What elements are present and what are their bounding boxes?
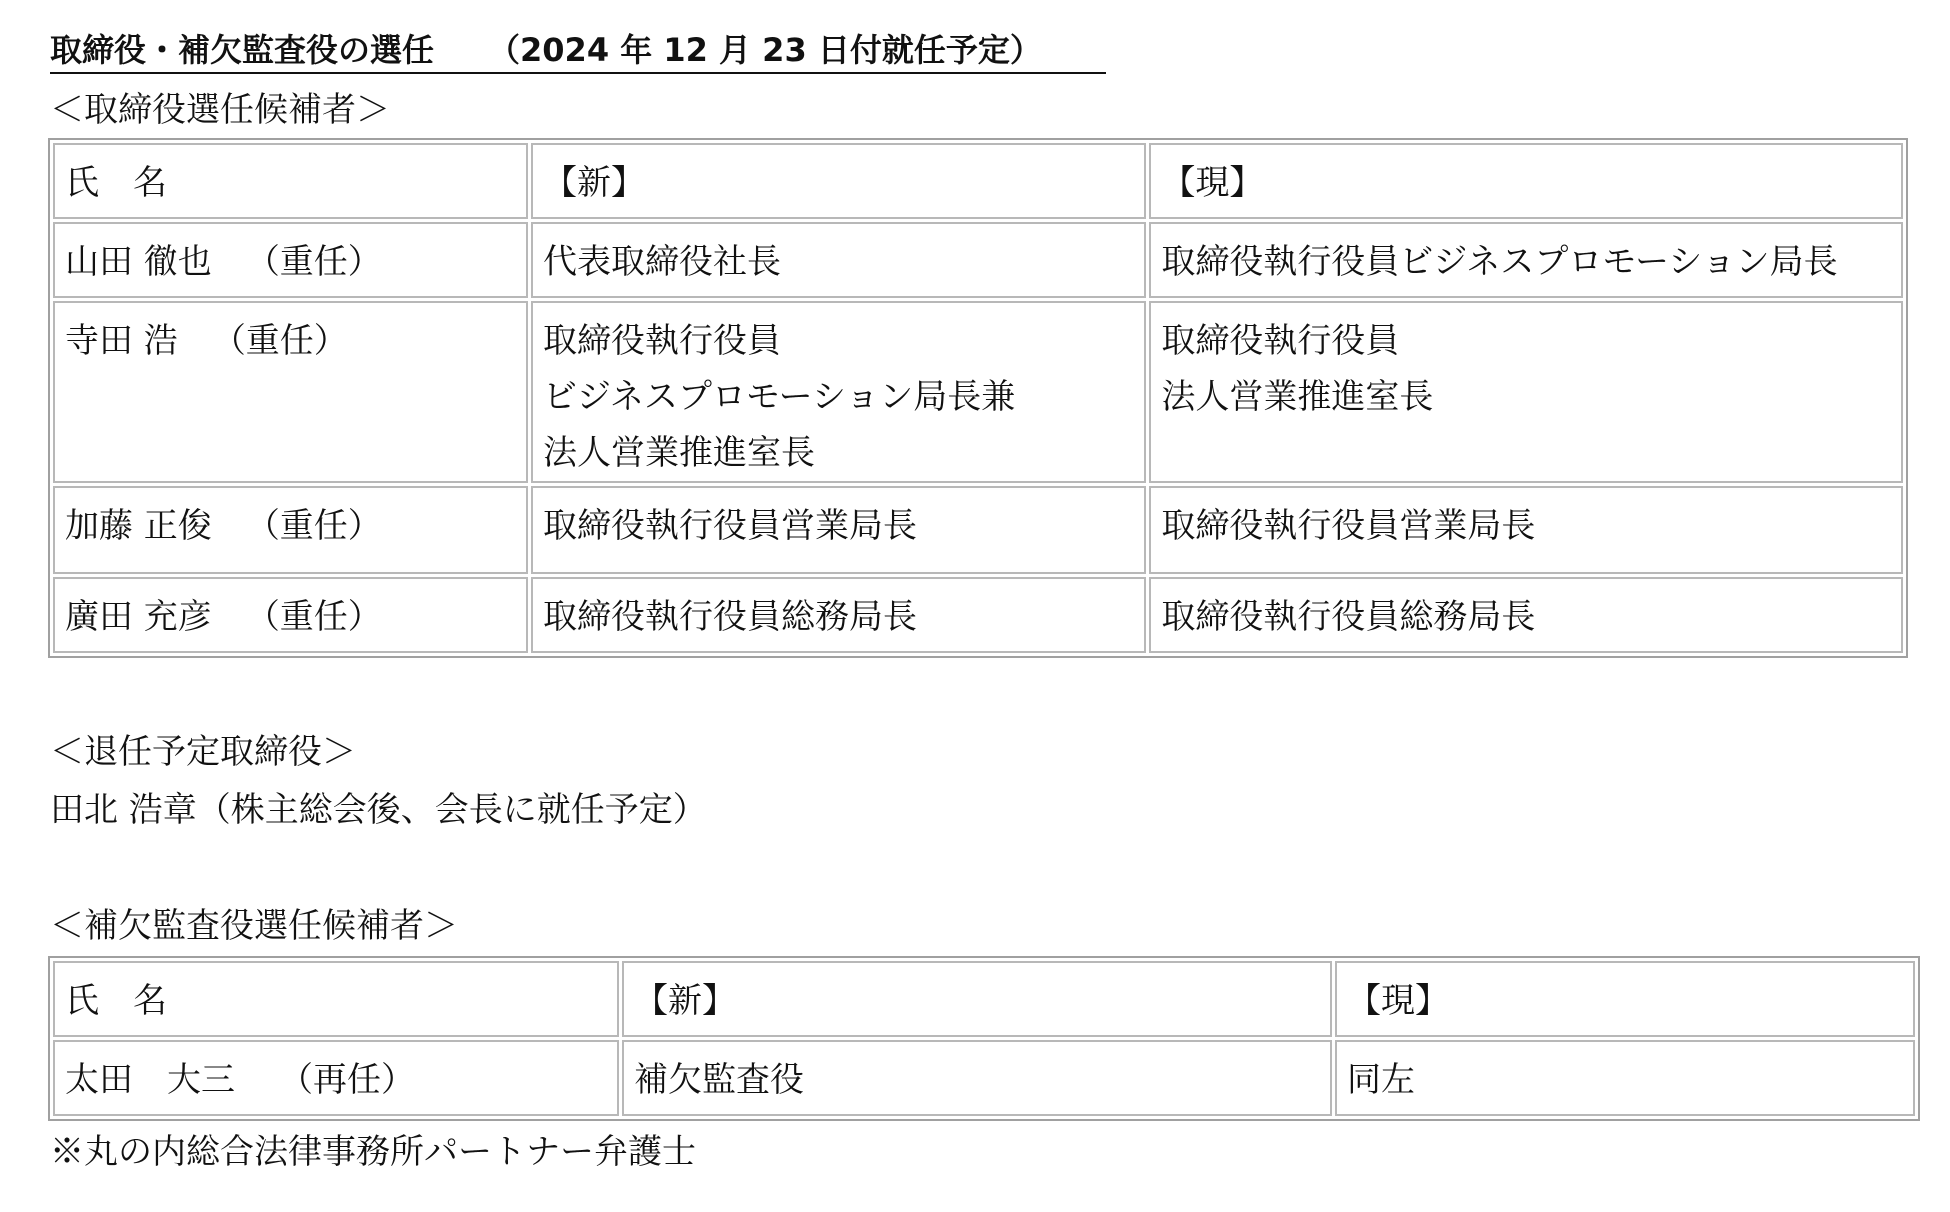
current-position-cell [1149, 486, 1903, 574]
candidate-name-cell [53, 1040, 619, 1116]
directors-heading: ＜取締役選任候補者＞ [50, 90, 390, 130]
auditors-table [48, 956, 1920, 1121]
new-position-cell [622, 1040, 1332, 1116]
new-position-line: 取締役執行役員営業局長 [543, 506, 918, 546]
page-title [50, 28, 1106, 74]
page-title-date: （2024 年 12 月 23 日付就任予定） [488, 31, 1042, 69]
new-position-line: 法人営業推進室長 [543, 433, 816, 473]
candidate-name: 太田 大三 [65, 1060, 235, 1100]
current-position-line: 取締役執行役員総務局長 [1161, 597, 1536, 637]
new-position-cell [531, 222, 1146, 298]
table-row [53, 577, 1903, 653]
new-position-line: 補欠監査役 [634, 1060, 804, 1100]
candidate-status: （重任） [245, 506, 382, 546]
column-header-new: 【新】 [622, 961, 1332, 1037]
candidate-name-cell [53, 577, 528, 653]
table-row [53, 486, 1903, 574]
candidate-name: 山田 徹也 [65, 242, 212, 282]
retiring-director: 田北 浩章（株主総会後、会長に就任予定） [50, 790, 707, 830]
current-position-cell [1149, 577, 1903, 653]
candidate-name: 寺田 浩 [65, 321, 178, 361]
column-header-new: 【新】 [531, 143, 1146, 219]
current-position-cell [1149, 301, 1903, 483]
candidate-status: （重任） [245, 242, 382, 282]
current-position-cell [1335, 1040, 1915, 1116]
new-position-line: 代表取締役社長 [543, 242, 782, 282]
new-position-cell [531, 577, 1146, 653]
candidate-name: 廣田 充彦 [65, 597, 212, 637]
new-position-line: ビジネスプロモーション局長兼 [543, 377, 1016, 417]
candidate-name-cell [53, 301, 528, 483]
new-position-line: 取締役執行役員 [543, 321, 782, 361]
current-position-cell [1149, 222, 1903, 298]
candidate-status: （再任） [279, 1060, 415, 1100]
auditors-heading: ＜補欠監査役選任候補者＞ [50, 906, 458, 946]
candidate-name-cell [53, 486, 528, 574]
page-title-main: 取締役・補欠監査役の選任 [50, 31, 435, 69]
new-position-cell [531, 301, 1146, 483]
current-position-line: 取締役執行役員営業局長 [1161, 506, 1536, 546]
column-header-name: 氏 名 [53, 143, 528, 219]
current-position-line: 取締役執行役員 [1161, 321, 1400, 361]
column-header-name: 氏 名 [53, 961, 619, 1037]
table-row [53, 1040, 1915, 1116]
auditors-header-row [53, 961, 1915, 1037]
new-position-line: 取締役執行役員総務局長 [543, 597, 918, 637]
current-position-line: 法人営業推進室長 [1161, 377, 1434, 417]
column-header-current: 【現】 [1335, 961, 1915, 1037]
candidate-status: （重任） [245, 597, 382, 637]
retiring-heading: ＜退任予定取締役＞ [50, 732, 356, 772]
candidate-name: 加藤 正俊 [65, 506, 212, 546]
candidate-name-cell [53, 222, 528, 298]
table-row [53, 301, 1903, 483]
current-position-line: 取締役執行役員ビジネスプロモーション局長 [1161, 242, 1838, 282]
candidate-status: （重任） [211, 321, 348, 361]
footnote: ※丸の内総合法律事務所パートナー弁護士 [50, 1132, 696, 1172]
directors-table [48, 138, 1908, 658]
table-row [53, 222, 1903, 298]
column-header-current: 【現】 [1149, 143, 1903, 219]
directors-header-row [53, 143, 1903, 219]
new-position-cell [531, 486, 1146, 574]
current-position-line: 同左 [1347, 1060, 1415, 1100]
